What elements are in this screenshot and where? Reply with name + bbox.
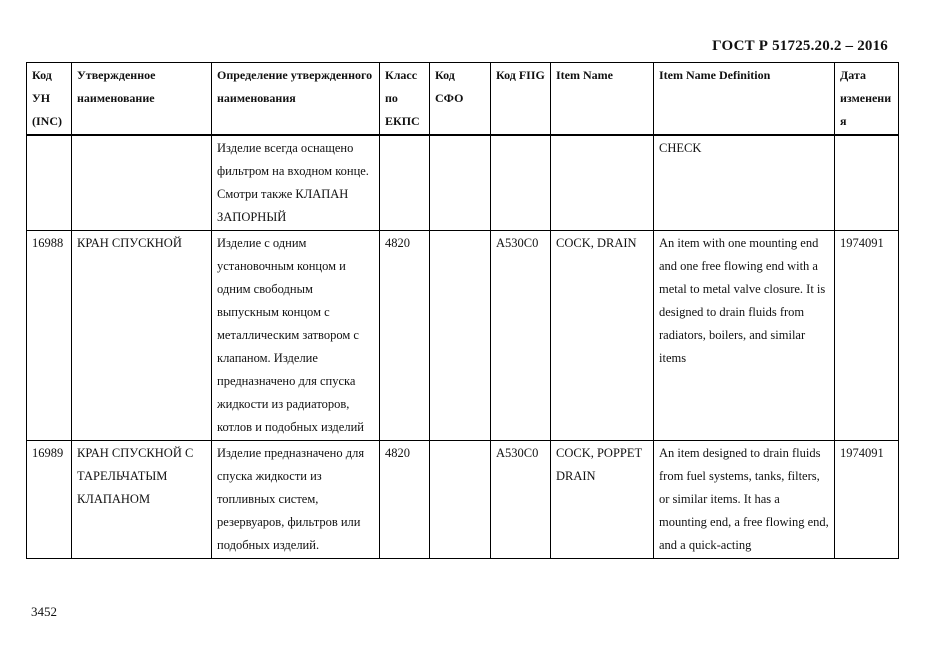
cell-definition: Изделие с одним установочным концом и одним свободным выпускным концом с металлическим затвором с клапаном. Изделие предназначено для спуска жидкости из радиаторов, котлов и подобных изделий: [212, 231, 380, 441]
cell-sfo-code: [430, 135, 491, 231]
header-change-date: Дата изменения: [835, 63, 899, 136]
table-row: [27, 135, 899, 231]
cell-item-name-definition: CHECK: [654, 135, 835, 231]
cell-change-date: 1974091: [835, 441, 899, 559]
cell-item-name: COCK, POPPET DRAIN: [551, 441, 654, 559]
cell-change-date: 1974091: [835, 231, 899, 441]
cell-ekps-class: 4820: [380, 441, 430, 559]
cell-item-name-definition: An item designed to drain fluids from fuel systems, tanks, filters, or similar items. It has a mounting end, a free flowing end, and a quick-acting: [654, 441, 835, 559]
header-definition: Определение утвержденного наименования: [212, 63, 380, 136]
cell-sfo-code: [430, 231, 491, 441]
header-ekps-class: Класс по ЕКПС: [380, 63, 430, 136]
cell-item-name: COCK, DRAIN: [551, 231, 654, 441]
cell-ekps-class: [380, 135, 430, 231]
cell-inc: 16989: [27, 441, 72, 559]
cell-sfo-code: [430, 441, 491, 559]
document-standard-header: ГОСТ Р 51725.20.2 – 2016: [712, 38, 888, 54]
table-row: [27, 441, 899, 559]
header-item-name: Item Name: [551, 63, 654, 136]
cell-item-name-definition: An item with one mounting end and one free flowing end with a metal to metal valve closure. It is designed to drain fluids from radiators, boilers, and similar items: [654, 231, 835, 441]
header-inc: Код УН (INC): [27, 63, 72, 136]
cell-approved-name: КРАН СПУСКНОЙ: [72, 231, 212, 441]
cell-definition: Изделие всегда оснащено фильтром на входном конце. Смотри также КЛАПАН ЗАПОРНЫЙ: [212, 135, 380, 231]
cell-inc: [27, 135, 72, 231]
cell-change-date: [835, 135, 899, 231]
header-approved-name: Утвержденное наименование: [72, 63, 212, 136]
header-item-name-definition: Item Name Definition: [654, 63, 835, 136]
cell-approved-name: КРАН СПУСКНОЙ С ТАРЕЛЬЧАТЫМ КЛАПАНОМ: [72, 441, 212, 559]
header-fiig-code: Код FIIG: [491, 63, 551, 136]
cell-ekps-class: 4820: [380, 231, 430, 441]
table-row: [27, 231, 899, 441]
header-sfo-code: Код СФО: [430, 63, 491, 136]
cell-fiig-code: A530C0: [491, 231, 551, 441]
cell-approved-name: [72, 135, 212, 231]
cell-inc: 16988: [27, 231, 72, 441]
cell-fiig-code: A530C0: [491, 441, 551, 559]
catalog-table: [26, 62, 899, 559]
cell-fiig-code: [491, 135, 551, 231]
table-header-row: [27, 63, 899, 136]
page-number: 3452: [31, 604, 57, 619]
cell-item-name: [551, 135, 654, 231]
cell-definition: Изделие предназначено для спуска жидкости из топливных систем, резервуаров, фильтров или подобных изделий.: [212, 441, 380, 559]
